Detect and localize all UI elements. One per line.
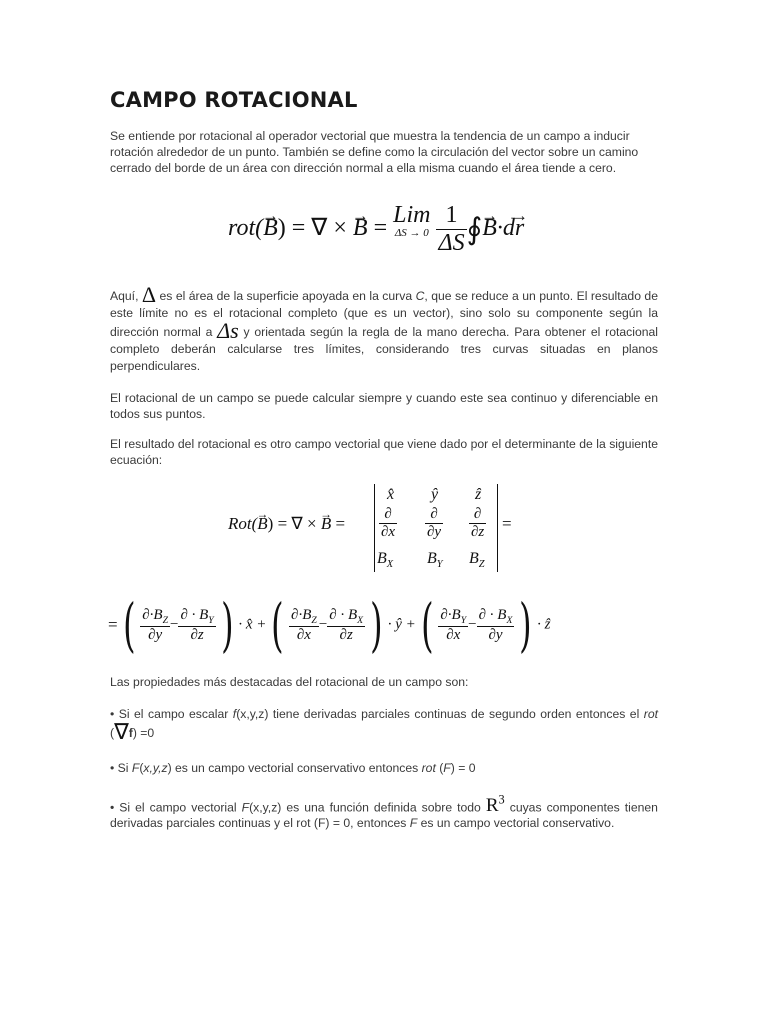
b: B — [377, 550, 387, 567]
delta-s-symbol: Δs — [217, 318, 239, 343]
sub: Z — [478, 559, 485, 571]
determinant-matrix — [374, 484, 498, 572]
intro-paragraph: Se entiende por rotacional al operador vectorial que muestra la tendencia de un campo a inducir rotación alrededor de un punto. También se define como la circulación del vector sobre un camino cerrado del borde de un área con dirección normal a ella misma cuando el área tiende a cero. — [110, 129, 639, 175]
partial-den: ∂y — [427, 524, 442, 540]
num: ∂ · B — [180, 606, 209, 623]
f-italic: F — [131, 761, 140, 775]
text: ( — [139, 761, 144, 775]
paren-close: ) — [220, 591, 234, 659]
page-title: CAMPO ROTACIONAL — [110, 88, 358, 112]
unit-x: x̂ — [387, 486, 395, 503]
paren-open: ( — [122, 591, 136, 659]
r: R — [485, 795, 499, 817]
num: ∂·B — [291, 606, 312, 623]
text: , que se reduce a un punto. El resultado de este límite no es el rotacional completo (que es un vector), sino solo su componente según la dirección normal a — [110, 289, 658, 339]
paren-close: ) — [519, 591, 532, 659]
paren-open: ( — [271, 591, 284, 659]
paren-close: ) — [370, 591, 383, 659]
frac-by-x — [438, 607, 468, 644]
minus: − — [170, 616, 179, 633]
closed-integral: ∮ — [466, 213, 483, 247]
nabla-cross: ) = ∇ × — [267, 514, 321, 533]
vector-r: → r — [515, 215, 524, 242]
unit-z: ẑ — [475, 486, 482, 503]
determinant-intro-paragraph: El resultado del rotacional es otro campo vectorial que viene dado por el determinante de la siguiente ecuación: — [110, 437, 658, 467]
partial: ∂ — [425, 506, 443, 524]
num: ∂·B — [142, 606, 163, 623]
partial: ∂ — [379, 506, 397, 524]
component-bz — [469, 550, 485, 570]
text: Aquí, — [110, 289, 139, 303]
text: y orientada según la regla de la mano derecha. Para obtener el rotacional completo deberán calcularse tres límites, considerando tres curvas situadas en planos perpendiculares. — [110, 325, 659, 373]
vector-b: → B — [321, 514, 331, 534]
partial-den: ∂z — [471, 524, 485, 540]
sub: X — [357, 614, 364, 626]
curl-expansion-equation — [108, 591, 648, 660]
limit-explanation-paragraph — [110, 282, 659, 375]
rot-italic: rot — [421, 761, 436, 775]
text: es el área de la superficie apoyada en la curva — [159, 289, 413, 303]
equals-sign: = — [367, 215, 394, 242]
partial-x — [379, 506, 397, 541]
den: ∂x — [296, 626, 311, 643]
minus: − — [468, 616, 477, 633]
text: ( — [110, 726, 115, 740]
num: ∂·B — [440, 606, 461, 623]
den: ∂z — [339, 626, 353, 643]
frac-bx-z — [327, 607, 365, 644]
properties-intro: Las propiedades más destacadas del rotacional de un campo son: — [110, 675, 469, 689]
frac-bx-y — [477, 607, 515, 644]
nabla-symbol: ∇ — [114, 719, 129, 744]
sup: 3 — [498, 793, 505, 807]
sub: Z — [311, 614, 317, 626]
continuity-paragraph: El rotacional de un campo se puede calcular siempre y cuando este sea continuo y diferenciable en todos sus puntos. — [110, 391, 658, 421]
text: es un campo vectorial conservativo. — [420, 816, 615, 831]
property-bullet-3 — [110, 792, 658, 831]
vector-b: → B — [353, 215, 368, 242]
f-italic: f — [232, 707, 237, 721]
text: • Si el campo escalar — [110, 707, 229, 721]
fraction — [436, 202, 466, 257]
partial: ∂ — [469, 506, 486, 524]
den: ∂y — [488, 626, 503, 643]
unit-z-term: · ẑ — [537, 616, 551, 633]
unit-y-term: · ŷ + — [387, 616, 416, 633]
limit-label: Lim — [393, 202, 431, 228]
den: ∂y — [148, 626, 163, 643]
xyz-italic: x,y,z — [143, 761, 168, 775]
real-space-symbol — [486, 795, 505, 816]
equals-sign: = — [502, 514, 512, 533]
sub: Y — [460, 614, 467, 626]
limit — [393, 202, 430, 239]
frac-bz-y — [140, 607, 170, 644]
partial-den: ∂x — [381, 524, 396, 540]
equals-sign: = — [331, 514, 346, 533]
limit-subscript: ΔS → 0 — [394, 227, 429, 239]
equals-sign: = — [108, 615, 118, 634]
delta-symbol: Δ — [141, 282, 157, 307]
curl-limit-equation — [228, 202, 588, 262]
component-bx — [377, 550, 393, 570]
frac-by-z — [178, 607, 215, 644]
denominator: ΔS — [438, 230, 465, 256]
text: ( — [439, 761, 444, 775]
den: ∂z — [190, 626, 204, 643]
partial-z — [469, 506, 486, 541]
f-bold: f — [128, 726, 133, 740]
num: ∂ · B — [478, 606, 507, 623]
minus: − — [318, 616, 328, 633]
rot-italic: rot — [643, 707, 658, 721]
unit-y: ŷ — [431, 486, 439, 503]
f-italic: F — [443, 761, 451, 775]
f-italic: F — [241, 800, 250, 815]
sub: Z — [162, 614, 168, 626]
den: ∂x — [446, 626, 461, 643]
unit-x-term: · x̂ + — [238, 616, 267, 633]
num: ∂ · B — [329, 606, 358, 623]
curve-c: C — [415, 289, 425, 303]
text: (x,y,z) tiene derivadas parciales continuas de segundo orden entonces el — [236, 707, 640, 721]
component-by — [427, 550, 443, 570]
paren-open: ( — [420, 591, 434, 659]
text: cuyas componentes tienen derivadas parciales continuas y el rot (F) = 0, entonces — [110, 800, 658, 831]
vector-b: → B — [263, 215, 278, 242]
partial-y — [425, 506, 443, 541]
numerator: 1 — [436, 202, 466, 230]
b: B — [469, 550, 479, 567]
sub: Y — [436, 559, 443, 571]
vector-b: → B — [257, 514, 267, 534]
text: ) = 0 — [450, 761, 476, 775]
rot-function: Rot( — [228, 514, 258, 533]
frac-bz-x — [289, 607, 319, 644]
dot-d: ·d — [496, 215, 515, 242]
b: B — [427, 550, 437, 567]
curl-determinant-equation — [228, 484, 528, 576]
vector-b: → B — [482, 215, 497, 242]
text: ) es un campo vectorial conservativo entonces — [167, 761, 419, 775]
f-italic: F — [409, 816, 418, 831]
text: • Si — [110, 761, 129, 775]
text: (x,y,z) es una función definida sobre todo — [249, 800, 481, 815]
nabla-cross: ) = ∇ × — [277, 215, 353, 242]
sub: X — [386, 559, 394, 571]
text: ) =0 — [132, 726, 155, 740]
text: • Si el campo vectorial — [110, 800, 237, 815]
rot-function: rot( — [228, 215, 264, 242]
property-bullet-1 — [110, 705, 658, 742]
property-bullet-2 — [110, 760, 658, 776]
sub: Y — [208, 614, 214, 626]
sub: X — [506, 614, 513, 626]
